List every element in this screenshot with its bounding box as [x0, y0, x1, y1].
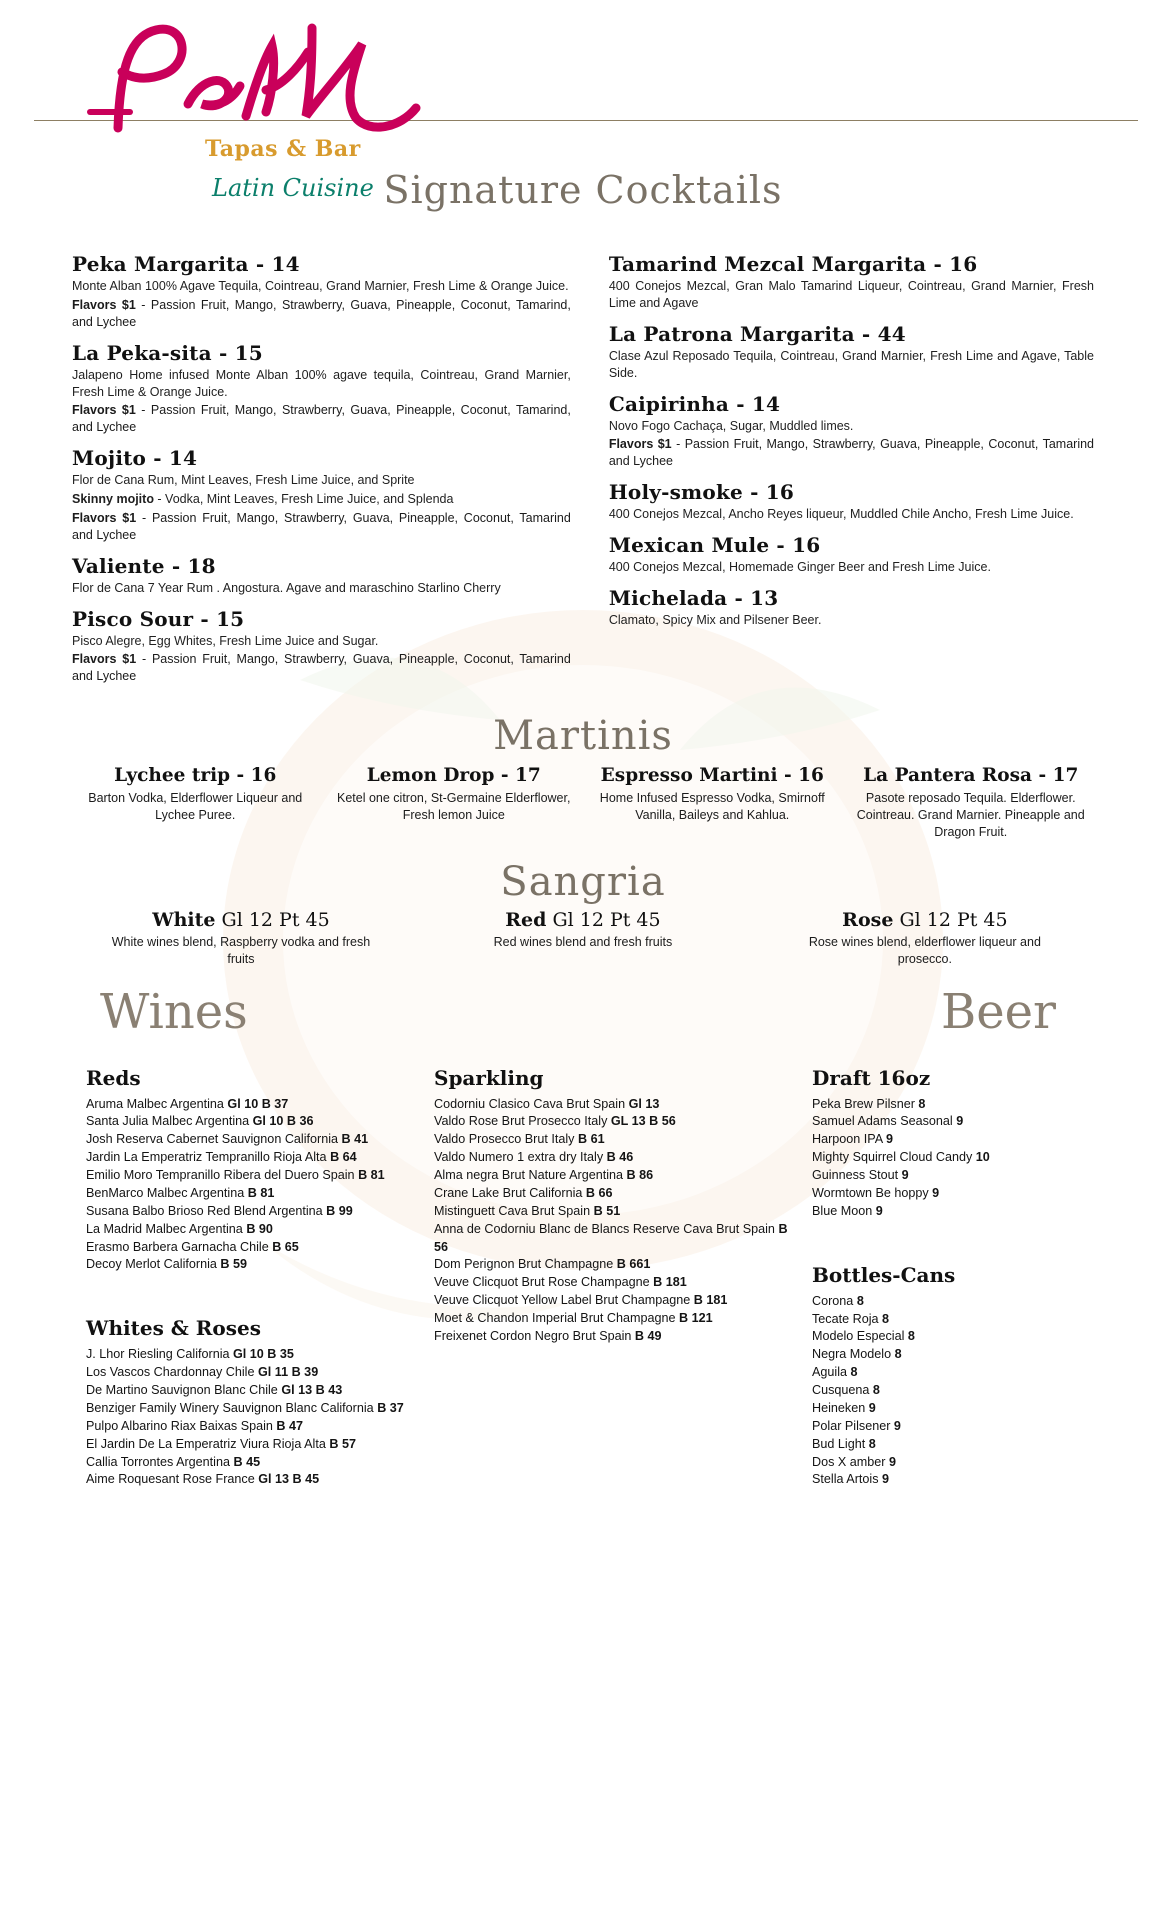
section-title-sangria: Sangria: [500, 858, 666, 905]
list-heading-draft: Draft 16oz: [812, 1065, 931, 1090]
cocktail-item: [72, 554, 571, 597]
brand-tagline: Tapas & Bar: [205, 136, 361, 162]
cocktail-item: [609, 586, 1094, 629]
sangria-item: [754, 909, 1096, 968]
cocktail-description-skinny: [72, 491, 571, 508]
list-item: Alma negra Brut Nature Argentina B 86: [434, 1168, 654, 1182]
sangria-name: [412, 909, 754, 931]
list-item: Peka Brew Pilsner 8: [812, 1096, 926, 1111]
skinny-mojito-label: Skinny mojito: [72, 492, 154, 506]
list-item: Guinness Stout 9: [812, 1168, 909, 1182]
list-item: Freixenet Cordon Negro Brut Spain B 49: [434, 1328, 662, 1343]
sangria-type: Red: [505, 908, 547, 931]
cocktail-item: [609, 392, 1094, 471]
cocktail-description: Novo Fogo Cachaça, Sugar, Muddled limes.: [608, 418, 854, 433]
peka-wordmark-icon: [60, 8, 460, 148]
list-item: Aime Roquesant Rose France Gl 13 B 45: [86, 1472, 320, 1487]
cocktail-description: 400 Conejos Mezcal, Homemade Ginger Beer and Fresh Lime Juice.: [608, 560, 991, 574]
list-item: Decoy Merlot California B 59: [86, 1257, 247, 1272]
sangria-name: [754, 909, 1096, 931]
reds-list: [86, 1096, 416, 1275]
section-title-signature: Signature Cocktails: [383, 168, 783, 212]
cocktail-description: Flor de Cana Rum, Mint Leaves, Fresh Lime Juice, and Sprite: [72, 473, 415, 488]
list-item: Erasmo Barbera Garnacha Chile B 65: [86, 1239, 299, 1254]
svg-text:Latin Cuisine: Latin Cuisine: [212, 174, 374, 202]
list-item: BenMarco Malbec Argentina B 81: [86, 1185, 275, 1200]
list-item: Aguila 8: [812, 1365, 858, 1380]
list-item: Los Vascos Chardonnay Chile Gl 11 B 39: [86, 1365, 319, 1380]
cocktail-description: Jalapeno Home infused Monte Alban 100% agave tequila, Cointreau, Grand Marnier, Fresh Lime & Orange Juice.: [72, 367, 571, 399]
cocktail-name: Michelada - 13: [608, 585, 779, 610]
martini-description: Barton Vodka, Elderflower Liqueur and Lychee Puree.: [88, 791, 303, 822]
list-item: Modelo Especial 8: [812, 1329, 915, 1344]
martini-description: Home Infused Espresso Vodka, Smirnoff Vanilla, Baileys and Kahlua.: [599, 791, 825, 822]
cocktail-description: Clamato, Spicy Mix and Pilsener Beer.: [608, 612, 822, 627]
list-item: Josh Reserva Cabernet Sauvignon California B 41: [86, 1132, 369, 1147]
list-item: Mistinguett Cava Brut Spain B 51: [434, 1203, 621, 1218]
list-item: Wormtown Be hoppy 9: [812, 1185, 940, 1200]
list-item: Emilio Moro Tempranillo Ribera del Duero Spain B 81: [86, 1168, 385, 1182]
list-item: Aruma Malbec Argentina Gl 10 B 37: [86, 1096, 289, 1111]
list-item: Polar Pilsener 9: [812, 1418, 901, 1433]
list-item: Callia Torrontes Argentina B 45: [86, 1454, 261, 1469]
list-item: El Jardin De La Emperatriz Viura Rioja Alta B 57: [86, 1436, 356, 1451]
cocktail-description: Flor de Cana 7 Year Rum . Angostura. Agave and maraschino Starlino Cherry: [72, 580, 501, 595]
list-heading-sparkling: Sparkling: [434, 1065, 544, 1090]
sangria-type: Rose: [842, 908, 894, 931]
cocktail-item: [609, 252, 1094, 312]
cocktail-flavors: Flavors $1 - Passion Fruit, Mango, Strawberry, Guava, Pineapple, Coconut, Tamarind and Lychee: [72, 652, 571, 684]
list-item: Crane Lake Brut California B 66: [434, 1185, 613, 1200]
list-item: Valdo Prosecco Brut Italy B 61: [434, 1132, 605, 1147]
sangria-description: Rose wines blend, elderflower liqueur and prosecco.: [808, 934, 1041, 966]
cocktail-name: Pisco Sour - 15: [72, 606, 245, 631]
list-item: Dos X amber 9: [812, 1454, 897, 1469]
cocktail-flavors: Flavors $1 - Passion Fruit, Mango, Strawberry, Guava, Pineapple, Coconut, Tamarind, and Lychee: [72, 297, 571, 329]
cocktails-column-left: [72, 242, 571, 687]
martinis-list: [0, 765, 1166, 841]
cocktail-flavors: Flavors $1 - Passion Fruit, Mango, Strawberry, Guava, Pineapple, Coconut, Tamarind and Lychee: [72, 510, 571, 542]
sangria-description: White wines blend, Raspberry vodka and fresh fruits: [111, 934, 371, 966]
sparkling-list: [434, 1096, 794, 1346]
cocktail-name: Caipirinha - 14: [608, 391, 781, 416]
cocktail-description: Pisco Alegre, Egg Whites, Fresh Lime Juice and Sugar.: [72, 633, 379, 648]
wines-sparkling-column: [434, 1066, 794, 1490]
martini-name: Espresso Martini - 16: [600, 765, 824, 787]
sangria-item: [70, 909, 412, 968]
list-item: Veuve Clicquot Brut Rose Champagne B 181: [434, 1275, 687, 1290]
sangria-list: [0, 909, 1166, 968]
cocktail-item: [609, 480, 1094, 523]
list-item: Heineken 9: [812, 1400, 876, 1415]
list-item: Harpoon IPA 9: [812, 1132, 893, 1147]
cocktail-description: 400 Conejos Mezcal, Gran Malo Tamarind Liqueur, Cointreau, Grand Marnier, Fresh Lime and Agave: [608, 279, 1094, 310]
sangria-price: Gl 12 Pt 45: [215, 908, 330, 931]
wines-reds-column: [86, 1066, 416, 1490]
list-item: Susana Balbo Brioso Red Blend Argentina B 99: [86, 1203, 353, 1218]
list-item: Jardin La Emperatriz Tempranillo Rioja Alta B 64: [86, 1150, 357, 1165]
list-item: Stella Artois 9: [812, 1472, 890, 1487]
menu-header: [0, 0, 1166, 230]
cocktail-flavors: Flavors $1 - Passion Fruit, Mango, Strawberry, Guava, Pineapple, Coconut, Tamarind, and Lychee: [72, 403, 571, 435]
sangria-item: [412, 909, 754, 968]
signature-cocktails: [0, 230, 1166, 687]
cocktail-flavors: Flavors $1 - Passion Fruit, Mango, Strawberry, Guava, Pineapple, Coconut, Tamarind and Lychee: [608, 437, 1094, 469]
list-item: La Madrid Malbec Argentina B 90: [86, 1221, 273, 1236]
list-item: Corona 8: [812, 1293, 864, 1308]
bottles-cans-list: [812, 1293, 1092, 1490]
list-item: Negra Modelo 8: [812, 1347, 902, 1362]
list-item: Veuve Clicquot Yellow Label Brut Champagne B 181: [434, 1293, 728, 1308]
cocktail-name: Valiente - 18: [72, 553, 216, 578]
list-item: J. Lhor Riesling California Gl 10 B 35: [86, 1347, 294, 1362]
sangria-name: [70, 909, 412, 931]
section-title-beer: Beer: [940, 983, 1056, 1040]
martini-item: [329, 765, 580, 841]
list-item: Valdo Rose Brut Prosecco Italy GL 13 B 56: [434, 1114, 676, 1129]
beer-column: [812, 1066, 1092, 1490]
list-item: De Martino Sauvignon Blanc Chile Gl 13 B 43: [86, 1383, 343, 1397]
list-heading-reds: Reds: [86, 1065, 141, 1090]
martini-name: Lemon Drop - 17: [366, 765, 541, 787]
cocktail-name: Peka Margarita - 14: [72, 252, 300, 276]
cocktail-item: [72, 252, 571, 331]
list-item: Codorniu Clasico Cava Brut Spain Gl 13: [434, 1096, 660, 1111]
list-item: Bud Light 8: [812, 1436, 876, 1451]
martini-description: Ketel one citron, St-Germaine Elderflower, Fresh lemon Juice: [337, 791, 571, 822]
section-title-martinis: Martinis: [493, 713, 673, 760]
cocktail-item: [72, 607, 571, 686]
cocktail-description: Monte Alban 100% Agave Tequila, Cointreau, Grand Marnier, Fresh Lime & Orange Juice.: [72, 279, 569, 293]
skinny-mojito-desc: - Vodka, Mint Leaves, Fresh Lime Juice, and Splenda: [153, 492, 454, 506]
list-heading-bottles-cans: Bottles-Cans: [812, 1262, 956, 1287]
list-item: Pulpo Albarino Riax Baixas Spain B 47: [86, 1418, 304, 1433]
list-item: Benziger Family Winery Sauvignon Blanc California B 37: [86, 1400, 404, 1415]
sangria-price: Gl 12 Pt 45: [546, 908, 661, 931]
sangria-description: Red wines blend and fresh fruits: [493, 934, 673, 949]
martini-name: La Pantera Rosa - 17: [863, 765, 1079, 787]
list-item: Anna de Codorniu Blanc de Blancs Reserve Cava Brut Spain B 56: [434, 1221, 788, 1254]
cocktail-item: [72, 341, 571, 437]
list-item: Cusquena 8: [812, 1383, 880, 1397]
martini-description: Pasote reposado Tequila. Elderflower. Cointreau. Grand Marnier. Pineapple and Dragon Fruit.: [856, 791, 1085, 839]
sangria-price: Gl 12 Pt 45: [893, 908, 1008, 931]
wines-beer-headings: [0, 984, 1166, 1054]
drink-lists: [0, 1054, 1166, 1530]
whites-roses-list: [86, 1346, 416, 1489]
martini-item: [846, 765, 1097, 841]
martini-item: [70, 765, 321, 841]
list-item: Mighty Squirrel Cloud Candy 10: [812, 1150, 990, 1165]
list-item: Valdo Numero 1 extra dry Italy B 46: [434, 1150, 634, 1165]
cocktail-item: [72, 446, 571, 544]
cocktail-name: Mexican Mule - 16: [608, 533, 821, 557]
martini-name: Lychee trip - 16: [114, 765, 277, 787]
list-item: Dom Perignon Brut Champagne B 661: [434, 1257, 651, 1272]
list-item: Samuel Adams Seasonal 9: [812, 1114, 964, 1129]
list-item: Moet & Chandon Imperial Brut Champagne B 121: [434, 1311, 713, 1325]
cocktail-item: [609, 322, 1094, 382]
cocktail-name: Tamarind Mezcal Margarita - 16: [608, 252, 978, 276]
cocktail-name: Mojito - 14: [72, 446, 198, 471]
cocktail-name: La Peka-sita - 15: [72, 340, 263, 365]
cocktail-description: Clase Azul Reposado Tequila, Cointreau, Grand Marnier, Fresh Lime and Agave, Table Side.: [608, 348, 1094, 380]
section-title-wines: Wines: [100, 983, 248, 1040]
cocktail-item: [609, 533, 1094, 576]
list-item: Tecate Roja 8: [812, 1311, 890, 1326]
list-item: Santa Julia Malbec Argentina Gl 10 B 36: [86, 1114, 314, 1129]
list-item: Blue Moon 9: [812, 1203, 883, 1218]
sangria-type: White: [152, 908, 216, 931]
martini-item: [587, 765, 838, 841]
cocktail-description: 400 Conejos Mezcal, Ancho Reyes liqueur, Muddled Chile Ancho, Fresh Lime Juice.: [608, 507, 1074, 522]
cocktails-column-right: [595, 242, 1094, 687]
draft-beer-list: [812, 1096, 1092, 1221]
cocktail-name: La Patrona Margarita - 44: [608, 321, 906, 346]
list-heading-whites-roses: Whites & Roses: [86, 1316, 262, 1341]
cocktail-name: Holy-smoke - 16: [608, 480, 794, 505]
